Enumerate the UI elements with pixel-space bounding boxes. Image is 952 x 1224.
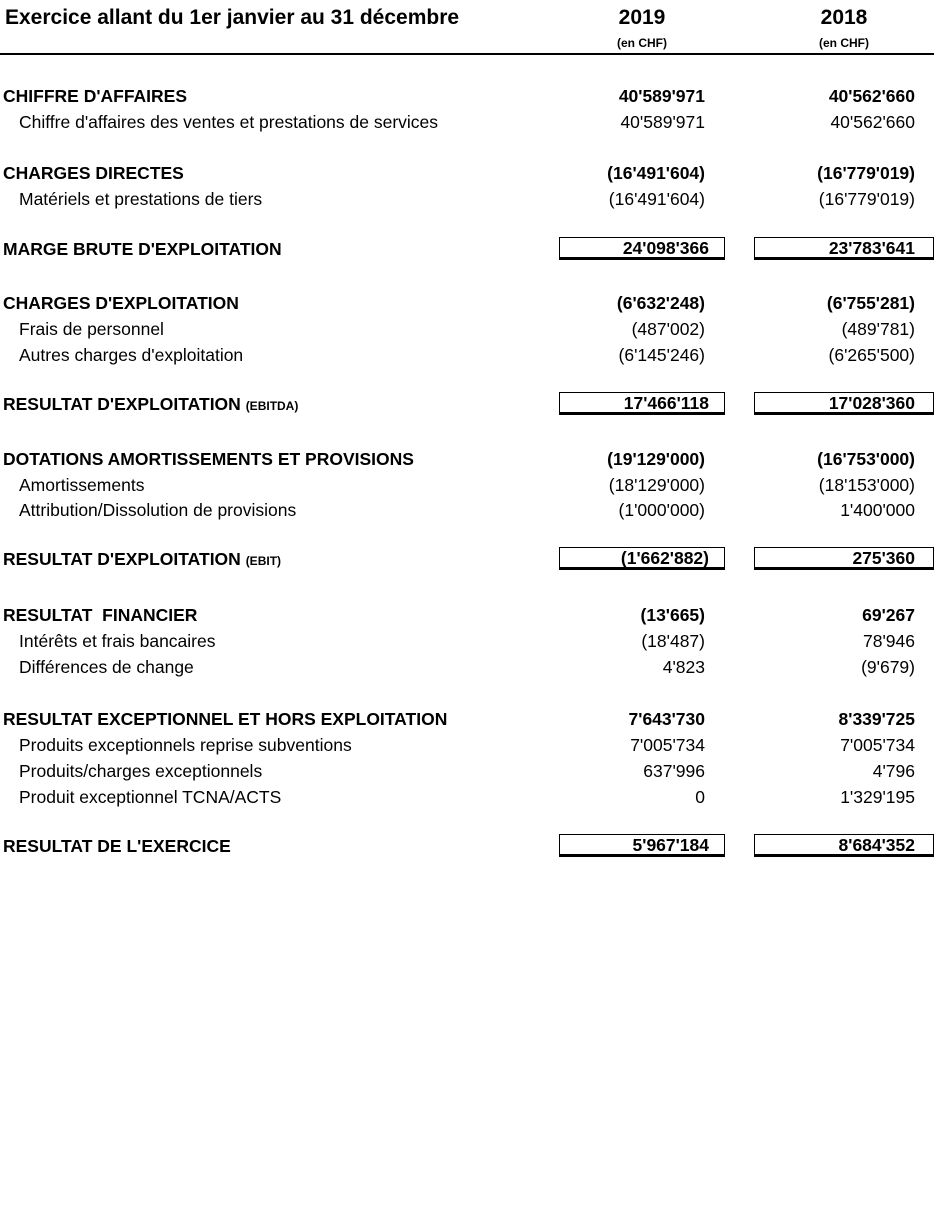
row-label: CHIFFRE D'AFFAIRES	[3, 86, 188, 106]
row-label	[3, 549, 281, 570]
value-2019: (487'002)	[631, 319, 705, 339]
row-label: RESULTAT EXCEPTIONNEL ET HORS EXPLOITATION	[3, 709, 448, 729]
row-reprise-subventions	[0, 733, 952, 757]
value-2019: (16'491'604)	[607, 163, 705, 183]
value-2019: (13'665)	[640, 605, 705, 625]
total-box-2018: 8'684'352	[754, 834, 934, 857]
value-2018: (16'753'000)	[817, 449, 915, 469]
row-dotations	[0, 447, 952, 471]
row-resultat-financier	[0, 603, 952, 627]
row-label: CHARGES D'EXPLOITATION	[3, 293, 239, 313]
unit-2018-header: (en CHF)	[819, 36, 869, 50]
ebit-suffix: (EBIT)	[245, 554, 282, 568]
value-2019: 637'996	[643, 761, 705, 781]
row-tcna-acts	[0, 785, 952, 809]
row-produits-charges-exc	[0, 759, 952, 783]
value-2018: 8'339'725	[838, 709, 915, 729]
ebitda-suffix: (EBITDA)	[245, 399, 299, 413]
total-box-2019: 24'098'366	[559, 237, 725, 260]
row-label: RESULTAT FINANCIER	[3, 605, 198, 625]
row-label: Frais de personnel	[19, 319, 164, 339]
value-2019: (6'632'248)	[616, 293, 705, 313]
total-box-2019: 5'967'184	[559, 834, 725, 857]
row-label: Produits exceptionnels reprise subventions	[19, 735, 352, 755]
ebitda-label: RESULTAT D'EXPLOITATION	[3, 394, 241, 414]
header-rule	[0, 53, 934, 55]
value-2018: (16'779'019)	[818, 189, 915, 209]
value-2018: (16'779'019)	[817, 163, 915, 183]
row-label: Produits/charges exceptionnels	[19, 761, 263, 781]
value-2018: 40'562'660	[830, 112, 915, 132]
value-2018: 78'946	[862, 631, 915, 651]
total-box-2019: (1'662'882)	[559, 547, 725, 570]
row-label: Intérêts et frais bancaires	[19, 631, 216, 651]
value-2019: 40'589'971	[618, 86, 705, 106]
row-resultat-exceptionnel	[0, 707, 952, 731]
row-chiffre-affaires	[0, 84, 952, 108]
value-2019: (18'129'000)	[608, 475, 705, 495]
value-2019: 4'823	[662, 657, 705, 677]
row-label: Produit exceptionnel TCNA/ACTS	[19, 787, 282, 807]
value-2019: 7'005'734	[630, 735, 705, 755]
total-box-2019: 17'466'118	[559, 392, 725, 415]
value-2018: (18'153'000)	[818, 475, 915, 495]
row-label	[3, 394, 298, 415]
year-2019-header: 2019	[618, 6, 666, 29]
total-box-2018: 275'360	[754, 547, 934, 570]
row-label: Attribution/Dissolution de provisions	[19, 500, 297, 520]
value-2019: (18'487)	[641, 631, 705, 651]
value-2018: 7'005'734	[840, 735, 915, 755]
row-charges-directes	[0, 161, 952, 185]
value-2018: 40'562'660	[828, 86, 915, 106]
value-2019: (1'000'000)	[618, 500, 705, 520]
row-autres-charges	[0, 343, 952, 367]
unit-2019-header: (en CHF)	[617, 36, 667, 50]
value-2018: 1'329'195	[840, 787, 915, 807]
row-label: MARGE BRUTE D'EXPLOITATION	[3, 239, 282, 259]
row-charges-exploitation	[0, 291, 952, 315]
row-provisions	[0, 498, 952, 522]
value-2019: (6'145'246)	[618, 345, 705, 365]
row-label: Amortissements	[19, 475, 145, 495]
value-2018: 4'796	[872, 761, 915, 781]
row-label: Chiffre d'affaires des ventes et prestations de services	[19, 112, 439, 132]
row-ebitda	[0, 392, 952, 416]
value-2018: (9'679)	[861, 657, 915, 677]
statement-title: Exercice allant du 1er janvier au 31 décembre	[5, 6, 460, 29]
total-box-2018: 17'028'360	[754, 392, 934, 415]
row-ca-ventes	[0, 110, 952, 134]
row-label: CHARGES DIRECTES	[3, 163, 184, 183]
row-interets	[0, 629, 952, 653]
row-label: RESULTAT DE L'EXERCICE	[3, 836, 231, 856]
row-materiels	[0, 187, 952, 211]
row-frais-personnel	[0, 317, 952, 341]
year-2018-header: 2018	[820, 6, 868, 29]
row-ebit	[0, 547, 952, 571]
row-marge-brute	[0, 237, 952, 261]
row-label: DOTATIONS AMORTISSEMENTS ET PROVISIONS	[3, 449, 414, 469]
value-2018: 1'400'000	[840, 500, 915, 520]
row-label: Différences de change	[19, 657, 194, 677]
value-2019: 40'589'971	[620, 112, 705, 132]
value-2018: (6'755'281)	[826, 293, 915, 313]
value-2019: 7'643'730	[628, 709, 705, 729]
row-resultat-exercice	[0, 834, 952, 858]
value-2019: (16'491'604)	[608, 189, 705, 209]
total-box-2018: 23'783'641	[754, 237, 934, 260]
value-2019: (19'129'000)	[607, 449, 705, 469]
value-2018: (6'265'500)	[828, 345, 915, 365]
row-amortissements	[0, 473, 952, 497]
row-differences-change	[0, 655, 952, 679]
ebit-label: RESULTAT D'EXPLOITATION	[3, 549, 241, 569]
value-2019: 0	[695, 787, 705, 807]
value-2018: 69'267	[862, 605, 915, 625]
value-2018: (489'781)	[841, 319, 915, 339]
row-label: Autres charges d'exploitation	[19, 345, 244, 365]
row-label: Matériels et prestations de tiers	[19, 189, 263, 209]
